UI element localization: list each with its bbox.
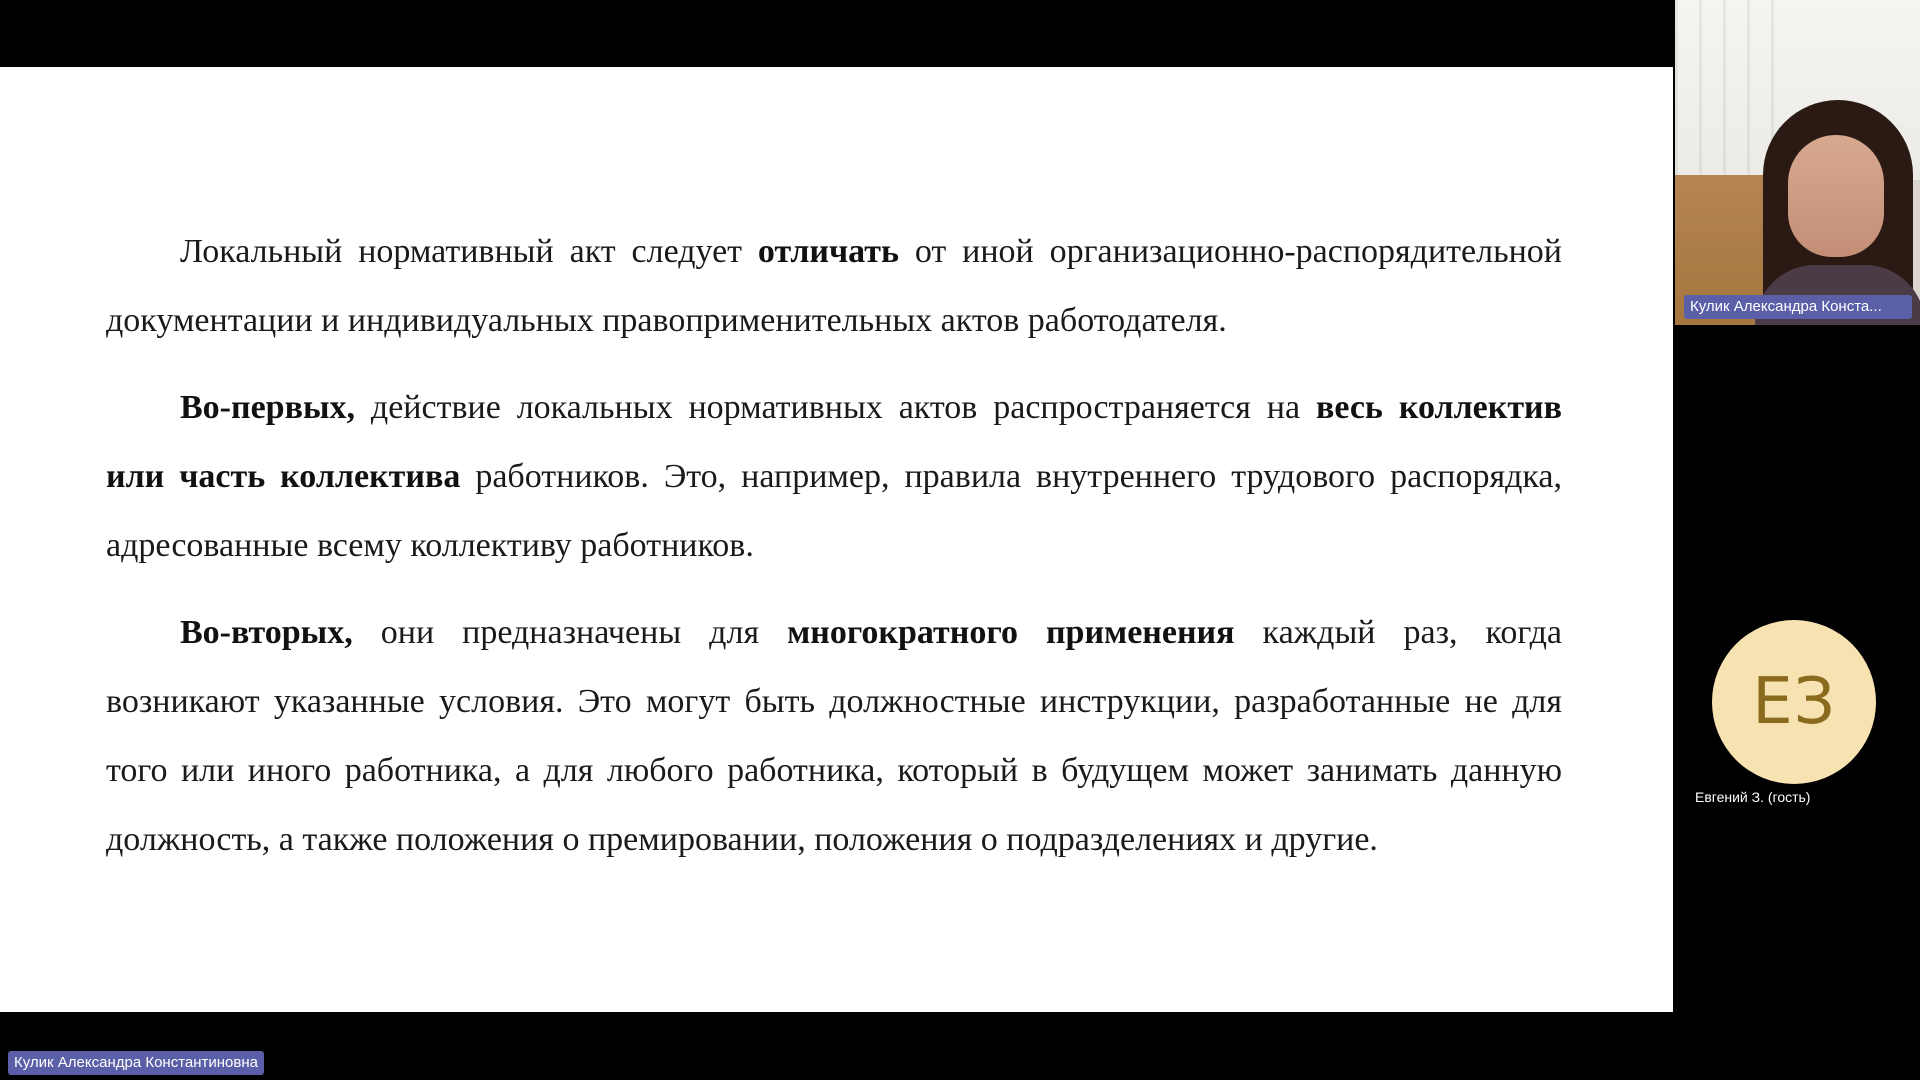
bold-text: Во-первых,: [180, 389, 355, 426]
slide-paragraph: [106, 217, 1562, 355]
participant-face: [1788, 135, 1884, 257]
participant-video-tile[interactable]: [1675, 0, 1920, 325]
shared-slide: [0, 67, 1673, 1012]
text-run: действие локальных нормативных актов распространяется на: [355, 389, 1316, 426]
presenter-name-tag: Кулик Александра Константиновна: [8, 1051, 264, 1075]
slide-paragraph: [106, 598, 1562, 874]
video-tile-name-label: Кулик Александра Конста...: [1684, 295, 1912, 319]
participants-panel: [1673, 0, 1920, 1080]
guest-name-label: Евгений З. (гость): [1695, 789, 1811, 805]
bold-text: весь коллектив или часть коллектива: [106, 389, 1562, 495]
text-run: они предназначены для: [352, 614, 788, 651]
bold-text: многократного применения: [787, 614, 1235, 651]
slide-text: [106, 217, 1562, 874]
bold-text: Во-вторых,: [180, 614, 353, 651]
text-run: Локальный нормативный акт следует: [180, 233, 758, 270]
slide-paragraph: [106, 373, 1562, 580]
text-run: каждый раз, когда возникают указанные условия. Это могут быть должностные инструкции, разработанные не для того или иного работника, а для любого работника, который в будущем может занимать данную должность, а также положения о премировании, положения о подразделениях и другие.: [106, 614, 1562, 858]
guest-avatar[interactable]: ЕЗ: [1712, 620, 1876, 784]
text-run: от иной организационно-распорядительной документации и индивидуальных правоприменительных актов работодателя.: [106, 233, 1562, 339]
bold-text: отличать: [757, 233, 899, 270]
text-run: работников. Это, например, правила внутреннего трудового распорядка, адресованные всему коллективу работников.: [106, 458, 1562, 564]
